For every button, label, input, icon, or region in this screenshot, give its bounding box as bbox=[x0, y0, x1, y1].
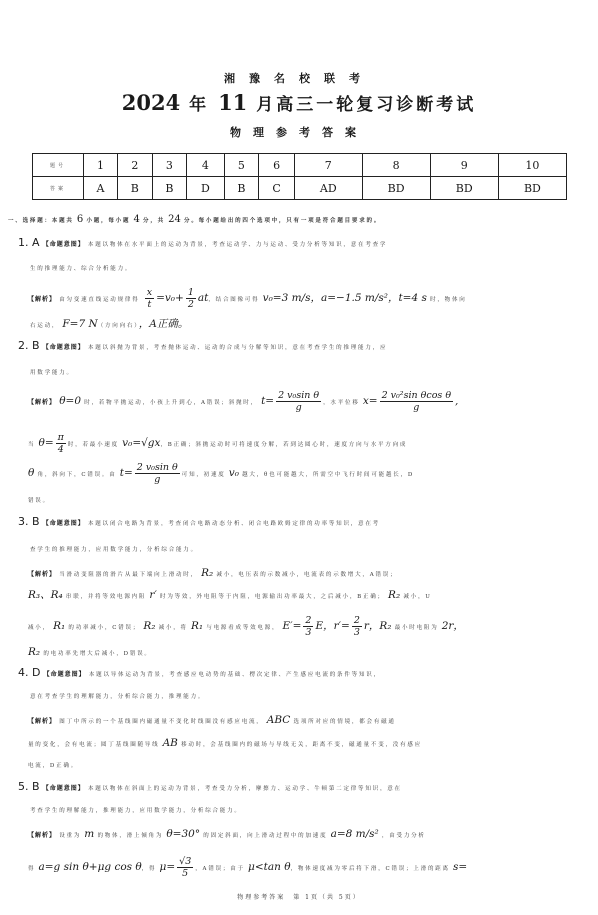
fraction-two-thirds-2: $\frac{2}{3}$ bbox=[353, 615, 360, 638]
q4-analysis-line: 【解析】 图丁中所示的一个基线圈内磁通量不变化时线圈没有感应电流， ABC 选项所对应的情境，都会有磁通 bbox=[28, 714, 396, 726]
q2-analysis-cont2: θ 角，斜向下，C错误。由 t= $\frac{\text{2 v₀sin θ}}{g}$ 可知，初速度 v₀ 越大，θ也可能越大，所需空中飞行时间可能越长，D bbox=[28, 462, 415, 485]
fraction-x-over-t: $\frac{x}{t}$ bbox=[146, 287, 153, 310]
page-footer: 物理参考答案 第 1页（共 5页） bbox=[237, 894, 361, 901]
intent-tag: 【命题意图】 bbox=[42, 241, 85, 248]
answer-cell: B bbox=[118, 177, 153, 200]
q2-intent-cont: 用数学能力。 bbox=[30, 370, 74, 376]
q2-analysis-cont3: 错误。 bbox=[28, 498, 50, 504]
question-number-cell: 10 bbox=[498, 154, 566, 177]
q2-intent-line: 2. B 【命题意图】 本题以斜抛为背景，考查抛体运动、运动的合成与分解等知识，意在考查学生的推理能力，应 bbox=[18, 339, 388, 352]
fraction-time: $\frac{\text{2 v₀sin θ}}{g}$ bbox=[278, 390, 320, 413]
answer-cell: D bbox=[187, 177, 224, 200]
q5-analysis-cont1: 得 a=g sin θ+μg cos θ，得 μ= $\frac{√3}{5}$ ，A错误；由于 μ<tan θ，物体速度减为零后将下滑，C错误；上滑的距离 s= bbox=[28, 856, 468, 879]
answer-row bbox=[33, 177, 567, 200]
q2-analysis-cont1: 当 θ= $\frac{\pi}{4}$ 时，若最小速度 v₀=√gx，B正确；斜抛运动时可将速度分解，若到达圆心时，速度方向与水平方向成 bbox=[28, 432, 408, 455]
q3-analysis-cont1: R₃、R₄ 串联，并将等效电源内阻 r′ 时为等效，外电阻等于内阻，电源输出功率最大，之后减小，B正确； R₂ 减小，U bbox=[28, 589, 432, 601]
q3-intent-cont: 查学生的推理能力，应用数学能力，分析综合能力。 bbox=[30, 547, 198, 553]
q4-number: 4. D bbox=[18, 666, 41, 679]
question-number-cell: 2 bbox=[118, 154, 153, 177]
q1-intent-line: 1. A 【命题意图】 本题以物体在水平面上的运动为背景，考查运动学、力与运动、受力分析等知识，意在考查学 bbox=[18, 236, 388, 249]
section-heading: 一、选择题：本题共 6 小题，每小题 4 分，共 24 分。每小题给出的四个选项中，只有一项是符合题目要求的。 bbox=[8, 214, 382, 225]
answer-cell: B bbox=[152, 177, 187, 200]
q1-analysis-cont: 右运动， F=7 N（方向向右），A正确。 bbox=[30, 318, 189, 330]
answer-cell: BD bbox=[498, 177, 566, 200]
q4-intent-line: 4. D 【命题意图】 本题以导体运动为背景，考查感应电动势的基础、楞次定律、产生感应电流的条件等知识， bbox=[18, 666, 381, 679]
exam-title-rest: 月高三一轮复习诊断考试 bbox=[256, 95, 477, 115]
q3-analysis-line: 【解析】 当滑动变阻器的滑片从最下端向上滑动时， R₂ 减小，电压表的示数减小，电流表的示数增大，A错误； bbox=[28, 567, 398, 579]
row-label-number: 题号 bbox=[33, 154, 84, 177]
q3-intent-line: 3. B 【命题意图】 本题以闭合电路为背景，考查闭合电路动态分析、闭合电路欧姆定律的功率等知识，意在考 bbox=[18, 515, 380, 528]
fraction-pi-over-4: $\frac{\pi}{4}$ bbox=[57, 432, 64, 455]
exam-organizer: 湘豫名校联考 bbox=[224, 72, 374, 85]
exam-year-char: 年 bbox=[189, 95, 210, 115]
q4-analysis-cont2: 电流，D正确。 bbox=[28, 763, 79, 769]
q1-number: 1. A bbox=[18, 236, 40, 249]
q1-analysis-line: 【解析】 由匀变速直线运动规律得 $\frac{x}{t}$ =v₀+ $\frac{1}{2}$ at，结合图像可得 v₀=3 m/s，a=−1.5 m/s²，t=4 s 时，物体向 bbox=[28, 287, 467, 310]
q2-analysis-line: 【解析】 θ=0 时，若物平抛运动，小孩上升到心，A错误；斜抛时， t= $\frac{\text{2 v₀sin θ}}{g}$ ，水平位移 x= $\frac{\text{2 v₀²sin θcos θ}}{g}$ , bbox=[28, 390, 459, 413]
fraction-displacement: $\frac{\text{2 v₀²sin θcos θ}}{g}$ bbox=[381, 390, 452, 413]
analysis-tag: 【解析】 bbox=[28, 296, 57, 303]
answer-cell: BD bbox=[362, 177, 430, 200]
row-label-answer: 答案 bbox=[33, 177, 84, 200]
question-number-cell: 7 bbox=[294, 154, 362, 177]
q5-intent-line: 5. B 【命题意图】 本题以物体在斜面上的运动为背景，考查受力分析，摩擦力、运动学、牛顿第二定律等知识，意在 bbox=[18, 780, 402, 793]
question-number-cell: 5 bbox=[224, 154, 259, 177]
q3-analysis-cont3: R₂ 的电功率先增大后减小，D错误。 bbox=[28, 646, 152, 658]
exam-month: 11 bbox=[218, 90, 248, 115]
question-number-cell: 6 bbox=[259, 154, 295, 177]
q5-analysis-line: 【解析】 设重为 m 的物体，滑上倾角为 θ=30° 的固定斜面，向上滑动过程中的加速度 a=8 m/s² ，由受力分析 bbox=[28, 828, 426, 840]
answer-cell: AD bbox=[294, 177, 362, 200]
q3-analysis-cont2: 减小， R₁ 的功率减小，C错误； R₂ 减小，将 R₁ 与电源看成等效电源， E′= $\frac{2}{3}$ E，r′= $\frac{2}{3}$ r，R₂ 最小时电阻为 2r， bbox=[28, 615, 464, 638]
q3-number: 3. B bbox=[18, 515, 40, 528]
question-number-cell: 4 bbox=[187, 154, 224, 177]
question-number-cell: 1 bbox=[84, 154, 118, 177]
q4-analysis-cont1: 量的变化，会有电流；圆丁基线圈随导线 AB 移动时，会基线圈内的磁场与导线无关，距离不变，磁通量不变，没有感应 bbox=[28, 737, 422, 749]
answer-cell: BD bbox=[430, 177, 498, 200]
question-number-row bbox=[33, 154, 567, 177]
fraction-sqrt3-over-5: $\frac{√3}{5}$ bbox=[179, 856, 192, 879]
answer-cell: C bbox=[259, 177, 295, 200]
fraction-time-2: $\frac{\text{2 v₀sin θ}}{g}$ bbox=[136, 462, 178, 485]
exam-year: 2024 bbox=[121, 90, 181, 115]
question-number-cell: 3 bbox=[152, 154, 187, 177]
q4-intent-cont: 意在考查学生的理解能力，分析综合能力，推理能力。 bbox=[30, 694, 206, 700]
answer-table bbox=[32, 153, 567, 200]
exam-title bbox=[0, 90, 598, 115]
document-subtitle: 物理参考答案 bbox=[230, 126, 368, 139]
q2-number: 2. B bbox=[18, 339, 40, 352]
answer-cell: A bbox=[84, 177, 118, 200]
fraction-half: $\frac{1}{2}$ bbox=[187, 287, 194, 310]
q5-intent-cont: 考查学生的理解能力，推理能力，应用数学能力，分析综合能力。 bbox=[30, 808, 242, 814]
fraction-two-thirds: $\frac{2}{3}$ bbox=[305, 615, 312, 638]
q1-intent-cont: 生的推理能力、综合分析能力。 bbox=[30, 266, 133, 272]
answer-cell: B bbox=[224, 177, 259, 200]
question-number-cell: 8 bbox=[362, 154, 430, 177]
question-number-cell: 9 bbox=[430, 154, 498, 177]
q5-number: 5. B bbox=[18, 780, 40, 793]
